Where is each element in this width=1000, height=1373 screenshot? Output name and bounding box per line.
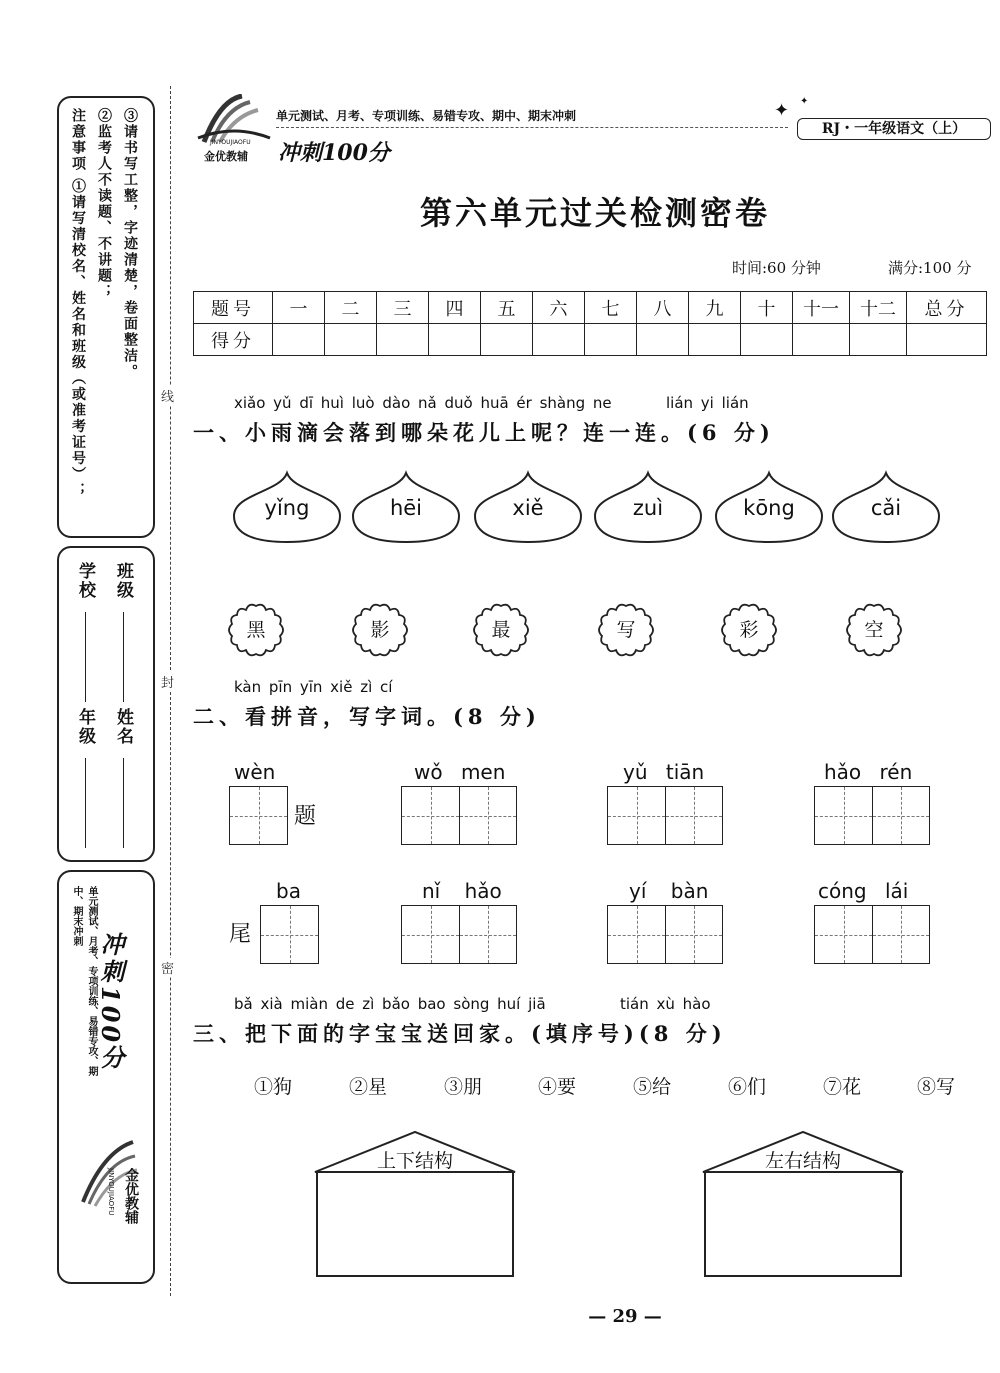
column-header: 一 bbox=[273, 292, 325, 324]
class-field[interactable] bbox=[111, 708, 136, 852]
brand-title: 冲刺100分 bbox=[278, 140, 390, 166]
sparkle-icon: ✦ bbox=[774, 100, 790, 121]
page-number: — 29 — bbox=[588, 1306, 662, 1327]
grade-label: 年级 bbox=[75, 708, 95, 746]
page-title: 第六单元过关检测密卷 bbox=[419, 194, 770, 232]
section1-title: 一、小雨滴会落到哪朵花儿上呢？连一连。(6 分) bbox=[193, 420, 775, 445]
character-option[interactable]: ②星 bbox=[349, 1076, 388, 1098]
character-option[interactable]: ⑤给 bbox=[633, 1076, 672, 1098]
column-header: 十二 bbox=[850, 292, 907, 324]
notice-line-2: ②监考人不读题、不讲题； bbox=[96, 108, 112, 300]
score-cell[interactable] bbox=[793, 324, 850, 356]
character-option[interactable]: ⑦花 bbox=[823, 1076, 862, 1098]
section1-pinyin-2: lián yi lián bbox=[666, 394, 749, 412]
writing-grid[interactable] bbox=[401, 905, 517, 964]
score-cell[interactable] bbox=[637, 324, 689, 356]
name-label: 姓名 bbox=[113, 708, 133, 746]
house-label: 上下结构 bbox=[376, 1150, 453, 1172]
brand-panel bbox=[57, 870, 155, 1284]
series-text: 单元测试、月考、专项训练、易错专攻、期中、期末冲刺 bbox=[276, 109, 577, 123]
flower-character: 空 bbox=[864, 619, 884, 641]
cut-word-secret: 密 bbox=[161, 958, 174, 977]
word-pinyin: hǎo rén bbox=[824, 760, 913, 784]
raindrop-pinyin: xiě bbox=[512, 496, 544, 520]
cut-word-line: 线 bbox=[161, 386, 174, 405]
column-header: 九 bbox=[689, 292, 741, 324]
score-cell[interactable] bbox=[850, 324, 907, 356]
raindrop-item[interactable] bbox=[228, 470, 346, 546]
writing-grid[interactable] bbox=[814, 786, 930, 845]
school-label: 学校 bbox=[75, 562, 95, 600]
word-pinyin: ba bbox=[276, 879, 301, 903]
writing-grid[interactable] bbox=[229, 786, 288, 845]
section3-pinyin: bǎ xià miàn de zì bǎo bao sòng huí jiā bbox=[234, 995, 546, 1013]
raindrop-pinyin: kōng bbox=[743, 496, 795, 520]
character-option[interactable]: ③朋 bbox=[444, 1076, 483, 1098]
raindrop-item[interactable] bbox=[827, 470, 945, 546]
side-series-text: 单元测试、月考、专项训练、易错专攻、期中、期末冲刺 bbox=[71, 886, 97, 1076]
flower-item[interactable] bbox=[352, 602, 408, 658]
flower-character: 影 bbox=[370, 619, 390, 641]
table-row bbox=[194, 292, 987, 324]
column-header: 二 bbox=[325, 292, 377, 324]
score-cell[interactable] bbox=[377, 324, 429, 356]
column-header: 四 bbox=[429, 292, 481, 324]
column-header: 十 bbox=[741, 292, 793, 324]
word-pinyin: wèn bbox=[234, 760, 276, 784]
raindrop-pinyin: yǐng bbox=[264, 496, 310, 520]
score-cell[interactable] bbox=[585, 324, 637, 356]
question-number-label: 题号 bbox=[194, 292, 273, 324]
brand-name: 金优教辅 bbox=[204, 150, 248, 163]
section2-title: 二、看拼音，写字词。(8 分) bbox=[193, 704, 541, 729]
school-field[interactable] bbox=[73, 708, 98, 852]
given-character: 尾 bbox=[229, 922, 252, 947]
house-label: 左右结构 bbox=[764, 1150, 841, 1172]
header-divider bbox=[276, 127, 788, 128]
class-label: 班级 bbox=[113, 562, 133, 600]
score-label: 得分 bbox=[194, 324, 273, 356]
word-pinyin: cóng lái bbox=[818, 879, 909, 903]
column-header: 五 bbox=[481, 292, 533, 324]
score-cell[interactable] bbox=[481, 324, 533, 356]
student-info-panel bbox=[57, 546, 155, 862]
name-field[interactable] bbox=[111, 562, 136, 706]
raindrop-item[interactable] bbox=[589, 470, 707, 546]
writing-grid[interactable] bbox=[260, 905, 319, 964]
flower-item[interactable] bbox=[473, 602, 529, 658]
writing-grid[interactable] bbox=[401, 786, 517, 845]
given-character: 题 bbox=[294, 804, 317, 829]
word-pinyin: nǐ hǎo bbox=[422, 879, 502, 903]
column-header: 三 bbox=[377, 292, 429, 324]
house-left-right[interactable] bbox=[702, 1130, 904, 1278]
section3-pinyin-2: tián xù hào bbox=[620, 995, 711, 1013]
column-header: 六 bbox=[533, 292, 585, 324]
grade-badge: RJ・一年级语文（上） bbox=[797, 118, 991, 140]
raindrop-pinyin: cǎi bbox=[870, 496, 902, 520]
grade-field[interactable] bbox=[73, 562, 98, 706]
cut-line bbox=[170, 86, 171, 1296]
section3-title: 三、把下面的字宝宝送回家。(填序号)(8 分) bbox=[193, 1021, 727, 1046]
flower-character: 黑 bbox=[246, 619, 266, 641]
column-header: 七 bbox=[585, 292, 637, 324]
raindrop-pinyin: hēi bbox=[389, 496, 423, 520]
flower-character: 最 bbox=[491, 619, 511, 641]
character-option[interactable]: ④要 bbox=[538, 1076, 577, 1098]
raindrop-item[interactable] bbox=[469, 470, 587, 546]
flower-character: 彩 bbox=[739, 619, 759, 641]
side-brand-title: 冲刺100分 bbox=[96, 932, 125, 1073]
raindrop-item[interactable] bbox=[710, 470, 828, 546]
word-pinyin: wǒ men bbox=[414, 760, 506, 784]
character-option[interactable]: ⑧写 bbox=[917, 1076, 956, 1098]
flower-item[interactable] bbox=[598, 602, 654, 658]
cut-word-seal: 封 bbox=[161, 672, 174, 691]
house-top-bottom[interactable] bbox=[314, 1130, 516, 1278]
writing-grid[interactable] bbox=[607, 905, 723, 964]
flower-item[interactable] bbox=[228, 602, 284, 658]
character-option[interactable]: ⑥们 bbox=[728, 1076, 767, 1098]
table-row bbox=[194, 324, 987, 356]
score-cell[interactable] bbox=[689, 324, 741, 356]
flower-item[interactable] bbox=[721, 602, 777, 658]
sparkle-small-icon: ✦ bbox=[800, 96, 809, 107]
score-cell[interactable] bbox=[325, 324, 377, 356]
score-cell[interactable] bbox=[273, 324, 325, 356]
writing-grid[interactable] bbox=[814, 905, 930, 964]
character-option[interactable]: ①狗 bbox=[254, 1076, 293, 1098]
flower-item[interactable] bbox=[846, 602, 902, 658]
raindrop-pinyin: zuì bbox=[632, 496, 664, 520]
notice-panel bbox=[57, 96, 155, 538]
score-cell[interactable] bbox=[429, 324, 481, 356]
writing-grid[interactable] bbox=[607, 786, 723, 845]
score-cell[interactable] bbox=[741, 324, 793, 356]
score-table bbox=[193, 291, 987, 356]
exam-time: 时间:60 分钟 bbox=[732, 259, 821, 277]
column-header: 十一 bbox=[793, 292, 850, 324]
score-cell[interactable] bbox=[533, 324, 585, 356]
brand-pinyin: JINYOUJIAOFU bbox=[210, 139, 251, 146]
column-header: 八 bbox=[637, 292, 689, 324]
notice-line-3: ③请书写工整，字迹清楚，卷面整洁。 bbox=[122, 108, 138, 380]
column-header: 总分 bbox=[907, 292, 987, 324]
exam-full-score: 满分:100 分 bbox=[888, 259, 972, 277]
side-brand-name: 金优教辅 bbox=[123, 1168, 139, 1224]
section1-pinyin: xiǎo yǔ dī huì luò dào nǎ duǒ huā ér shàng ne bbox=[234, 394, 612, 412]
side-brand-pinyin: JINYOUJIAOFU bbox=[107, 1168, 115, 1216]
section2-pinyin: kàn pīn yīn xiě zì cí bbox=[234, 678, 393, 696]
flower-character: 写 bbox=[616, 619, 636, 641]
raindrop-item[interactable] bbox=[347, 470, 465, 546]
word-pinyin: yǔ tiān bbox=[623, 760, 705, 784]
score-cell[interactable] bbox=[907, 324, 987, 356]
word-pinyin: yí bàn bbox=[629, 879, 709, 903]
notice-line-1: 注意事项 ①请写清校名、姓名和班级（或准考证号）； bbox=[70, 108, 86, 499]
